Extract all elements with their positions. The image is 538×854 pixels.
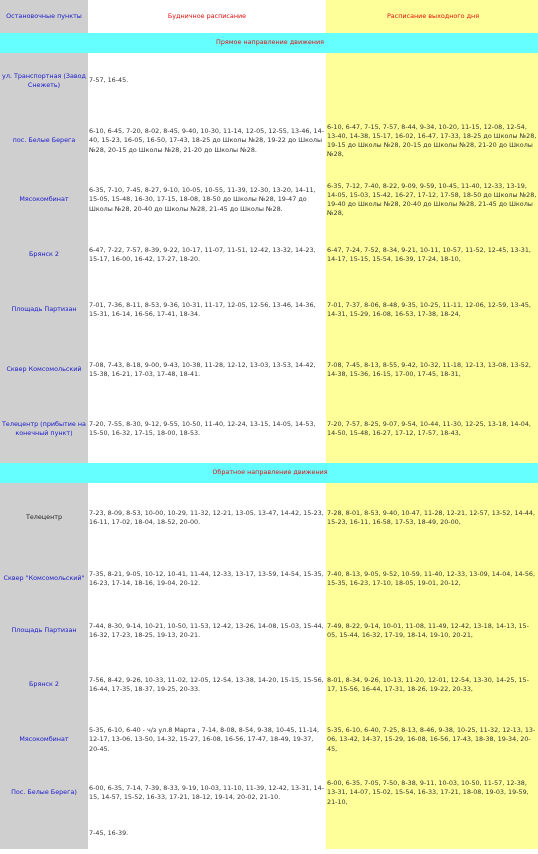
weekend-times: 6-47, 7-24, 7-52, 8-34, 9-21, 10-11, 10-57, 11-52, 12-45, 13-31, 14-17, 15-15, 15-54, 16-39, 17-24, 18-10, bbox=[326, 227, 538, 283]
stop-name: Пос. Белые Берега) bbox=[0, 767, 88, 819]
forward-direction-title: Прямое направление движения bbox=[0, 33, 538, 53]
weekday-times: 7-20, 7-55, 8-30, 9-12, 9-55, 10-50, 11-40, 12-24, 13-15, 14-05, 14-53, 15-50, 16-32, 17-15, 18-00, 18-53. bbox=[88, 403, 326, 455]
header-weekday: Будничное расписание bbox=[88, 0, 326, 33]
table-row bbox=[0, 53, 538, 109]
backward-direction-title: Обратное направление движения bbox=[0, 463, 538, 483]
stop-name: Телецентр bbox=[0, 483, 88, 553]
weekend-times: 6-00, 6-35, 7-05, 7-50, 8-38, 9-11, 10-03, 10-50, 11-57, 12-38, 13-31, 14-07, 15-02, 15-54, 16-33, 17-21, 18-08, 19-03, 19-59, 21-10, bbox=[326, 767, 538, 819]
table-row bbox=[0, 657, 538, 713]
weekend-times: 6-10, 6-47, 7-15, 7-57, 8-44, 9-34, 10-20, 11-15, 12-08, 12-54, 13-40, 14-38, 15-17, 16-02, 16-47, 17-33, 18-25 до Школы №28, 19-15 до Школы №28, 20-15 до Школы №28, 21-20 до Школы №28, bbox=[326, 109, 538, 173]
weekday-times: 6-35, 7-10, 7-45, 8-27, 9-10, 10-05, 10-55, 11-39, 12-30, 13-20, 14-11, 15-05, 15-48, 16-30, 17-15, 18-08, 18-50 до Школы №28, 19-47 до Школы №28, 20-40 до Школы №28, 21-45 до Школы №28. bbox=[88, 173, 326, 227]
table-row bbox=[0, 227, 538, 283]
weekend-times: 5-35, 6-10, 6-40, 7-25, 8-13, 8-46, 9-38, 10-25, 11-32, 12-13, 13-06, 13-42, 14-37, 15-29, 16-08, 16-56, 17-43, 18-38, 19-34, 20-45, bbox=[326, 713, 538, 767]
table-row bbox=[0, 767, 538, 819]
table-row bbox=[0, 553, 538, 605]
weekday-times: 7-56, 8-42, 9-26, 10-33, 11-02, 12-05, 12-54, 13-38, 14-20, 15-15, 15-56, 16-44, 17-35, 18-37, 19-25, 20-33. bbox=[88, 657, 326, 713]
weekend-times: 6-35, 7-12, 7-40, 8-22, 9-09, 9-59, 10-45, 11-40, 12-33, 13-19, 14-05, 15-03, 15-42, 16-27, 17-12, 17-58, 18-50 до Школы №28, 19-40 до Школы №28, 20-40 до Школы №28, 21-45 до Школы №28, bbox=[326, 173, 538, 227]
weekday-times: 5-35, 6-10, 6-40 - ч/з ул.8 Марта , 7-14, 8-08, 8-54, 9-38, 10-45, 11-14, 12-17, 13-06, 13-50, 14-32, 15-27, 16-08, 16-56, 17-47, 18-49, 19-37, 20-45. bbox=[88, 713, 326, 767]
weekend-times bbox=[326, 819, 538, 849]
weekday-times: 6-10, 6-45, 7-20, 8-02, 8-45, 9-40, 10-30, 11-14, 12-05, 12-55, 13-46, 14-40, 15-23, 16-05, 16-50, 17-43, 18-25 до Школы №28, 19-22 до Школы №28, 20-15 до Школы №28, 21-20 до Школы №28. bbox=[88, 109, 326, 173]
weekend-times: 7-08, 7-45, 8-13, 8-55, 9-42, 10-32, 11-18, 12-13, 13-08, 13-52, 14-38, 15-36, 16-15, 17-00, 17-45, 18-31, bbox=[326, 337, 538, 403]
table-row bbox=[0, 819, 538, 849]
stop-name: Мясокомбинат bbox=[0, 713, 88, 767]
weekday-times: 7-45, 16-39. bbox=[88, 819, 326, 849]
table-row bbox=[0, 605, 538, 657]
weekend-times: 7-49, 8-22, 9-14, 10-01, 11-08, 11-49, 12-42, 13-18, 14-13, 15-05, 15-44, 16-32, 17-19, 18-14, 19-10, 20-21, bbox=[326, 605, 538, 657]
stop-name: Телецентр (прибытие на конечный пункт) bbox=[0, 403, 88, 455]
header-stops: Остановочные пункты bbox=[0, 0, 88, 33]
stop-name: Площадь Партизан bbox=[0, 605, 88, 657]
stop-name: Сквер Комсомольский bbox=[0, 337, 88, 403]
weekend-times: 7-40, 8-13, 9-05, 9-52, 10-59, 11-40, 12-33, 13-09, 14-04, 14-56, 15-35, 16-23, 17-10, 18-05, 19-01, 20-12, bbox=[326, 553, 538, 605]
table-row bbox=[0, 173, 538, 227]
weekend-times: 8-01, 8-34, 9-26, 10-13, 11-20, 12-01, 12-54, 13-30, 14-25, 15-17, 15-56, 16-44, 17-31, 18-26, 19-22, 20-33, bbox=[326, 657, 538, 713]
stop-name: Мясокомбинат bbox=[0, 173, 88, 227]
weekday-times: 7-08, 7-43, 8-18, 9-00, 9-43, 10-38, 11-28, 12-12, 13-03, 13-53, 14-42, 15-38, 16-21, 17-03, 17-48, 18-41. bbox=[88, 337, 326, 403]
weekday-times: 7-44, 8-30, 9-14, 10-21, 10-50, 11-53, 12-42, 13-26, 14-08, 15-03, 15-44, 16-32, 17-23, 18-25, 19-13, 20-21. bbox=[88, 605, 326, 657]
table-row bbox=[0, 403, 538, 455]
table-row bbox=[0, 283, 538, 337]
weekday-times: 7-35, 8-21, 9-05, 10-12, 10-41, 11-44, 12-33, 13-17, 13-59, 14-54, 15-35, 16-23, 17-14, 18-16, 19-04, 20-12. bbox=[88, 553, 326, 605]
stop-name: пос. Белые Берега bbox=[0, 109, 88, 173]
weekday-times: 6-00, 6-35, 7-14, 7-39, 8-33, 9-19, 10-03, 11-10, 11-39, 12-42, 13-31, 14-15, 14-57, 15-52, 16-33, 17-21, 18-12, 19-14, 20-02, 21-10. bbox=[88, 767, 326, 819]
table-row bbox=[0, 483, 538, 553]
stop-name: Брянск 2 bbox=[0, 657, 88, 713]
weekday-times: 6-47, 7-22, 7-57, 8-39, 9-22, 10-17, 11-07, 11-51, 12-42, 13-32, 14-23, 15-17, 16-00, 16-42, 17-27, 18-20. bbox=[88, 227, 326, 283]
weekend-times: 7-20, 7-57, 8-25, 9-07, 9-54, 10-44, 11-30, 12-25, 13-18, 14-04, 14-50, 15-48, 16-27, 17-12, 17-57, 18-43, bbox=[326, 403, 538, 455]
weekend-times: 7-01, 7-37, 8-06, 8-48, 9-35, 10-25, 11-11, 12-06, 12-59, 13-45, 14-31, 15-29, 16-08, 16-53, 17-38, 18-24, bbox=[326, 283, 538, 337]
header-weekend: Расписание выходного дня bbox=[326, 0, 538, 33]
weekday-times: 7-23, 8-09, 8-53, 10-00, 10-29, 11-32, 12-21, 13-05, 13-47, 14-42, 15-23, 16-11, 17-02, 18-04, 18-52, 20-00. bbox=[88, 483, 326, 553]
stop-name bbox=[0, 819, 88, 849]
stop-name: ул. Транспортная (Завод Снежеть) bbox=[0, 53, 88, 109]
weekday-times: 7-01, 7-36, 8-11, 8-53, 9-36, 10-31, 11-17, 12-05, 12-56, 13-46, 14-36, 15-31, 16-14, 16-56, 17-41, 18-34. bbox=[88, 283, 326, 337]
table-row bbox=[0, 337, 538, 403]
stop-name: Площадь Партизан bbox=[0, 283, 88, 337]
backward-direction-row bbox=[0, 463, 538, 483]
header-row bbox=[0, 0, 538, 33]
spacer-row bbox=[0, 455, 538, 463]
weekend-times bbox=[326, 53, 538, 109]
table-row bbox=[0, 109, 538, 173]
weekend-times: 7-28, 8-01, 8-53, 9-40, 10-47, 11-28, 12-21, 12-57, 13-52, 14-44, 15-23, 16-11, 16-58, 17-53, 18-49, 20-00, bbox=[326, 483, 538, 553]
table-row bbox=[0, 713, 538, 767]
stop-name: Брянск 2 bbox=[0, 227, 88, 283]
stop-name: Сквер "Комсомольский" bbox=[0, 553, 88, 605]
forward-direction-row bbox=[0, 33, 538, 53]
weekday-times: 7-57, 16-45. bbox=[88, 53, 326, 109]
